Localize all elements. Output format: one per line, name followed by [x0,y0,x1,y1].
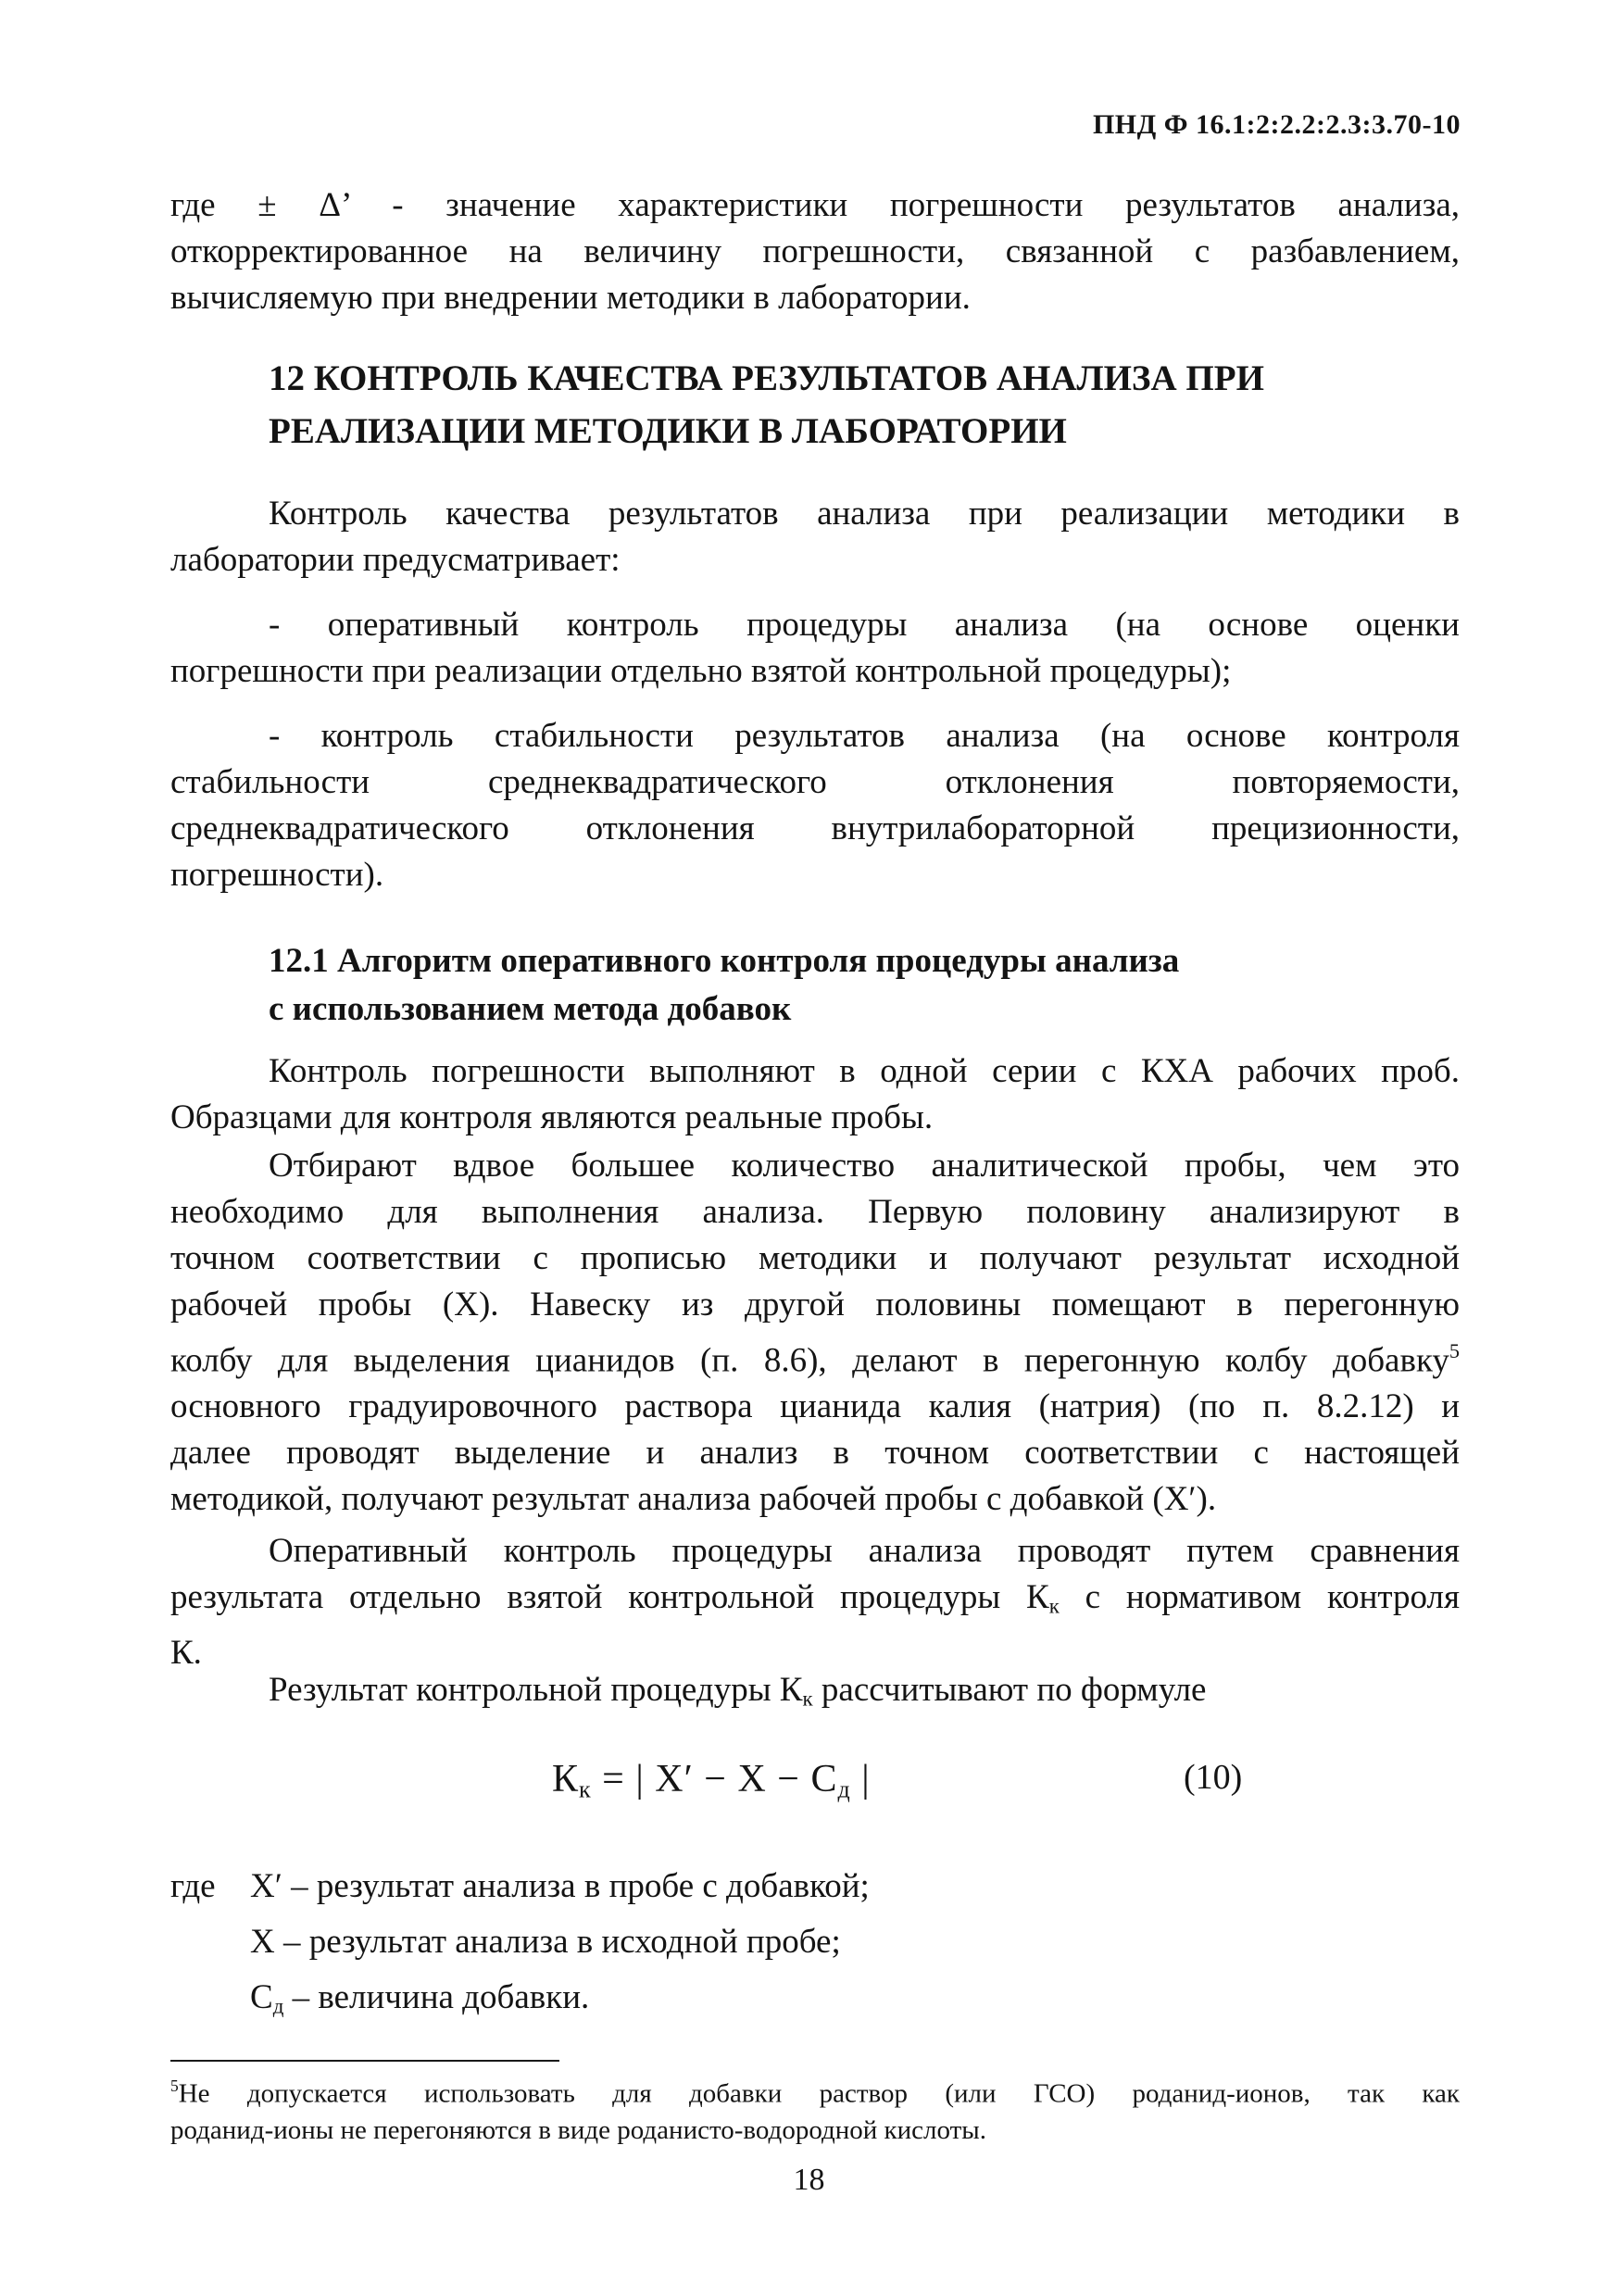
section-12-1-paragraph-3 [170,1528,1460,1676]
page-number: 18 [793,2163,825,2197]
text-line: К. [170,1633,202,1672]
text-line: - оперативный контроль процедуры анализа (на основе оценки [269,606,1460,644]
section-12-paragraph-3 [170,713,1460,898]
text-line: Контроль погрешности выполняют в одной серии с КХА рабочих проб. [269,1052,1460,1090]
subscript: к [802,1687,813,1711]
text-line-content: колбу для выделения цианидов (п. 8.6), делают в перегонную колбу добавку [170,1341,1449,1380]
formula-lhs-subscript: к [579,1775,592,1803]
text-line: основного градуировочного раствора цианида калия (натрия) (по п. 8.2.12) и [170,1387,1460,1426]
text-line [170,1328,1460,1384]
formula-10 [552,1757,871,1804]
footnote-mark: 5 [170,2076,179,2095]
formula-body: = | X′ − X − С [591,1758,838,1800]
text-line: стабильности среднеквадратического отклонения повторяемости, [170,763,1460,801]
section-12-1-paragraph-4 [170,1667,1460,1723]
section-12-paragraph-2 [170,602,1460,695]
text-fragment: рассчитывают по формуле [812,1671,1207,1709]
section-12-title-line: РЕАЛИЗАЦИИ МЕТОДИКИ В ЛАБОРАТОРИИ [269,411,1067,451]
section-12-1-heading [269,937,1179,1034]
text-line: Отбирают вдвое большее количество аналитической пробы, чем это [269,1147,1460,1185]
section-12-title-line: 12 КОНТРОЛЬ КАЧЕСТВА РЕЗУЛЬТАТОВ АНАЛИЗА ПРИ [269,358,1264,398]
text-line: точном соответствии с прописью методики и получают результат исходной [170,1239,1460,1277]
text-fragment: Результат контрольной процедуры К [269,1671,803,1709]
text-line: Контроль качества результатов анализа при реализации методики в [269,495,1460,533]
intro-line: где ± Δ’ - значение характеристики погрешности результатов анализа, [170,186,1460,224]
subscript: к [1048,1594,1060,1618]
section-12-1-paragraph-2 [170,1143,1460,1523]
formula-lhs: К [552,1758,580,1800]
text-line [170,1575,1460,1630]
section-12-1-paragraph-1 [170,1048,1460,1141]
footnote-text: Не допускается использовать для добавки раствор (или ГСО) роданид-ионов, так как [178,2078,1460,2109]
text-line: рабочей пробы (X). Навеску из другой половины помещают в перегонную [170,1286,1460,1324]
symbol: С [250,1978,273,2016]
definition-text: – величина добавки. [283,1978,590,2016]
definition-item: X′ – результат анализа в пробе с добавкой; [250,1867,870,1905]
formula-close: | [850,1758,871,1800]
text-line: лаборатории предусматривает: [170,541,621,579]
footnote-line [170,2067,1460,2112]
footnote-line: роданид-ионы не перегоняются в виде роданисто-водородной кислоты. [170,2115,987,2146]
definition-item [250,1970,589,2035]
text-line: погрешности при реализации отдельно взятой контрольной процедуры); [170,652,1232,690]
text-line: методикой, получают результат анализа рабочей пробы с добавкой (X′). [170,1480,1217,1519]
definition-item: X – результат анализа в исходной пробе; [250,1923,841,1961]
footnote [170,2067,1460,2149]
section-12-1-title-line: с использованием метода добавок [269,990,792,1028]
formula-body-subscript: д [837,1775,851,1803]
intro-line: вычисляемую при внедрении методики в лаборатории. [170,279,971,317]
text-fragment: с нормативом контроля [1059,1578,1460,1616]
section-12-heading [269,352,1264,458]
where-label: где [170,1867,216,1905]
text-line: среднеквадратического отклонения внутрилабораторной прецизионности, [170,809,1460,847]
footnote-reference: 5 [1449,1339,1460,1362]
section-12-1-title-line: 12.1 Алгоритм оперативного контроля процедуры анализа [269,942,1180,980]
subscript: д [272,1994,284,2018]
formula-number: (10) [1184,1758,1243,1797]
intro-paragraph [170,182,1460,321]
text-line: далее проводят выделение и анализ в точном соответствии с настоящей [170,1434,1460,1473]
text-line [170,1667,1460,1723]
text-line: Оперативный контроль процедуры анализа проводят путем сравнения [269,1532,1460,1570]
footnote-divider [170,2060,559,2062]
text-line: Образцами для контроля являются реальные пробы. [170,1098,934,1136]
text-fragment: результата отдельно взятой контрольной процедуры К [170,1578,1049,1616]
document-code: ПНД Ф 16.1:2:2.2:2.3:3.70-10 [1092,109,1461,140]
text-line: погрешности). [170,856,384,894]
section-12-paragraph-1 [170,491,1460,583]
intro-line: откорректированное на величину погрешности, связанной с разбавлением, [170,232,1460,270]
text-line: необходимо для выполнения анализа. Первую половину анализируют в [170,1193,1460,1231]
text-line: - контроль стабильности результатов анализа (на основе контроля [269,717,1460,755]
